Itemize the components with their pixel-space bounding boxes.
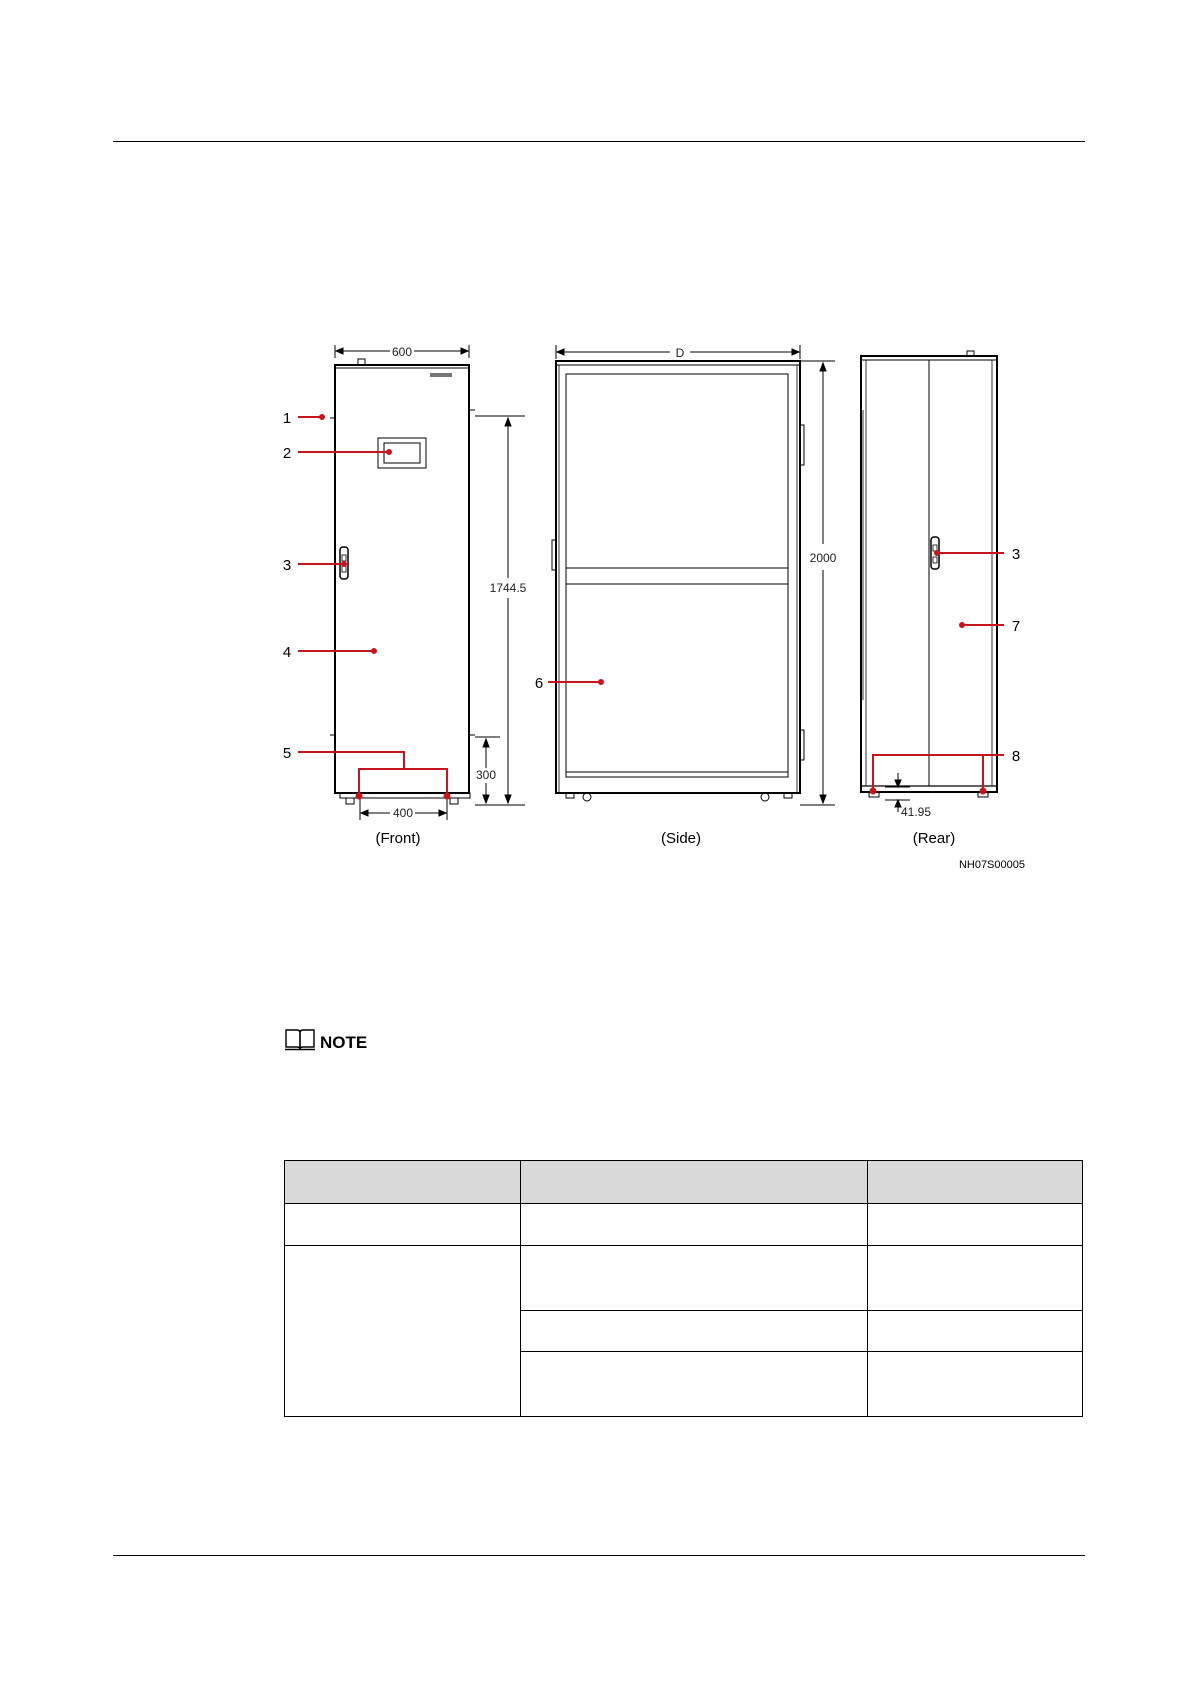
callout-6: 6 xyxy=(534,675,544,692)
front-logo xyxy=(430,373,452,377)
table-header-cell xyxy=(868,1161,1083,1204)
callout-8: 8 xyxy=(1011,748,1021,765)
dim-41-95-label: 41.95 xyxy=(901,805,932,819)
table-header-row xyxy=(285,1161,1083,1204)
rear-view xyxy=(861,351,997,797)
table-header-cell xyxy=(521,1161,868,1204)
dim-300-label: 300 xyxy=(475,768,497,782)
caption-front: (Front) xyxy=(375,830,421,847)
dim-400-label: 400 xyxy=(392,806,414,820)
callout-3: 3 xyxy=(282,557,292,574)
figure-code: NH07S00005 xyxy=(958,859,1025,871)
table-cell xyxy=(868,1311,1083,1352)
table-cell xyxy=(868,1246,1083,1311)
callout-2: 2 xyxy=(282,445,292,462)
spec-table xyxy=(284,1160,1083,1417)
side-view xyxy=(552,361,804,801)
table-row xyxy=(285,1204,1083,1246)
callout-1: 1 xyxy=(282,410,292,427)
callout-7: 7 xyxy=(1011,618,1021,635)
callout-4: 4 xyxy=(282,644,292,661)
dim-600-label: 600 xyxy=(391,345,413,359)
table-cell xyxy=(285,1204,521,1246)
table-cell xyxy=(521,1352,868,1417)
dim-depth-label: D xyxy=(675,346,685,360)
table-cell xyxy=(868,1204,1083,1246)
caption-side: (Side) xyxy=(660,830,702,847)
side-cabinet-body xyxy=(556,361,800,793)
table-row xyxy=(285,1246,1083,1311)
note-heading xyxy=(284,1027,367,1051)
table-header-cell xyxy=(285,1161,521,1204)
table-cell xyxy=(521,1204,868,1246)
front-cabinet-body xyxy=(335,365,469,793)
footer-rule xyxy=(113,1555,1085,1556)
table-cell xyxy=(521,1246,868,1311)
dim-2000-label: 2000 xyxy=(809,551,837,565)
dim-1744-label: 1744.5 xyxy=(489,581,527,595)
note-label: NOTE xyxy=(320,1033,368,1052)
table-cell xyxy=(521,1311,868,1352)
table-cell xyxy=(868,1352,1083,1417)
table-cell xyxy=(285,1246,521,1417)
front-view xyxy=(330,359,475,804)
caption-rear: (Rear) xyxy=(912,830,956,847)
callout-3-rear: 3 xyxy=(1011,546,1021,563)
callout-5: 5 xyxy=(282,745,292,762)
book-icon xyxy=(284,1027,316,1051)
